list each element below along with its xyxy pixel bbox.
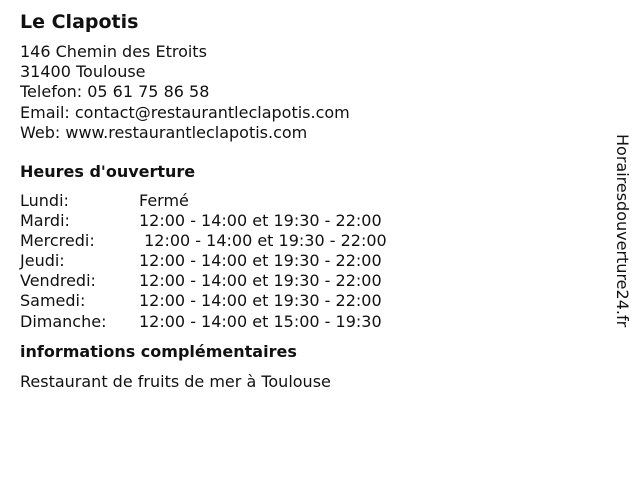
hours-row-wednesday bbox=[20, 231, 580, 251]
phone-line[interactable]: Telefon: 05 61 75 86 58 bbox=[20, 82, 210, 102]
info-text: Restaurant de fruits de mer à Toulouse bbox=[20, 371, 331, 391]
hours-day: Lundi: bbox=[20, 191, 69, 211]
hours-heading: Heures d'ouverture bbox=[20, 162, 196, 182]
hours-day: Mardi: bbox=[20, 211, 70, 231]
hours-time: 12:00 - 14:00 et 19:30 - 22:00 bbox=[139, 291, 382, 311]
hours-time: Fermé bbox=[139, 191, 189, 211]
hours-row-tuesday bbox=[20, 211, 580, 231]
hours-day: Vendredi: bbox=[20, 271, 96, 291]
hours-time: 12:00 - 14:00 et 19:30 - 22:00 bbox=[139, 271, 382, 291]
hours-time: 12:00 - 14:00 et 19:30 - 22:00 bbox=[139, 251, 382, 271]
restaurant-card bbox=[20, 10, 580, 392]
hours-row-sunday bbox=[20, 312, 580, 332]
hours-table bbox=[20, 191, 580, 332]
info-heading: informations complémentaires bbox=[20, 341, 297, 361]
hours-time: 12:00 - 14:00 et 19:30 - 22:00 bbox=[139, 211, 382, 231]
address-block bbox=[20, 42, 580, 143]
hours-time: 12:00 - 14:00 et 19:30 - 22:00 bbox=[139, 231, 387, 251]
restaurant-name: Le Clapotis bbox=[20, 11, 139, 33]
site-watermark: Horairesdouverture24.fr bbox=[613, 134, 632, 328]
address-street: 146 Chemin des Etroits bbox=[20, 42, 207, 61]
hours-row-saturday bbox=[20, 291, 580, 311]
hours-row-friday bbox=[20, 271, 580, 291]
hours-day: Jeudi: bbox=[20, 251, 65, 271]
hours-time: 12:00 - 14:00 et 15:00 - 19:30 bbox=[139, 311, 382, 331]
email-line[interactable]: Email: contact@restaurantleclapotis.com bbox=[20, 102, 350, 122]
hours-day: Mercredi: bbox=[20, 231, 95, 251]
address-city: 31400 Toulouse bbox=[20, 62, 146, 82]
hours-day: Dimanche: bbox=[20, 311, 107, 331]
web-line[interactable]: Web: www.restaurantleclapotis.com bbox=[20, 122, 308, 142]
hours-row-thursday bbox=[20, 251, 580, 271]
hours-day: Samedi: bbox=[20, 291, 86, 311]
hours-row-monday bbox=[20, 191, 580, 211]
